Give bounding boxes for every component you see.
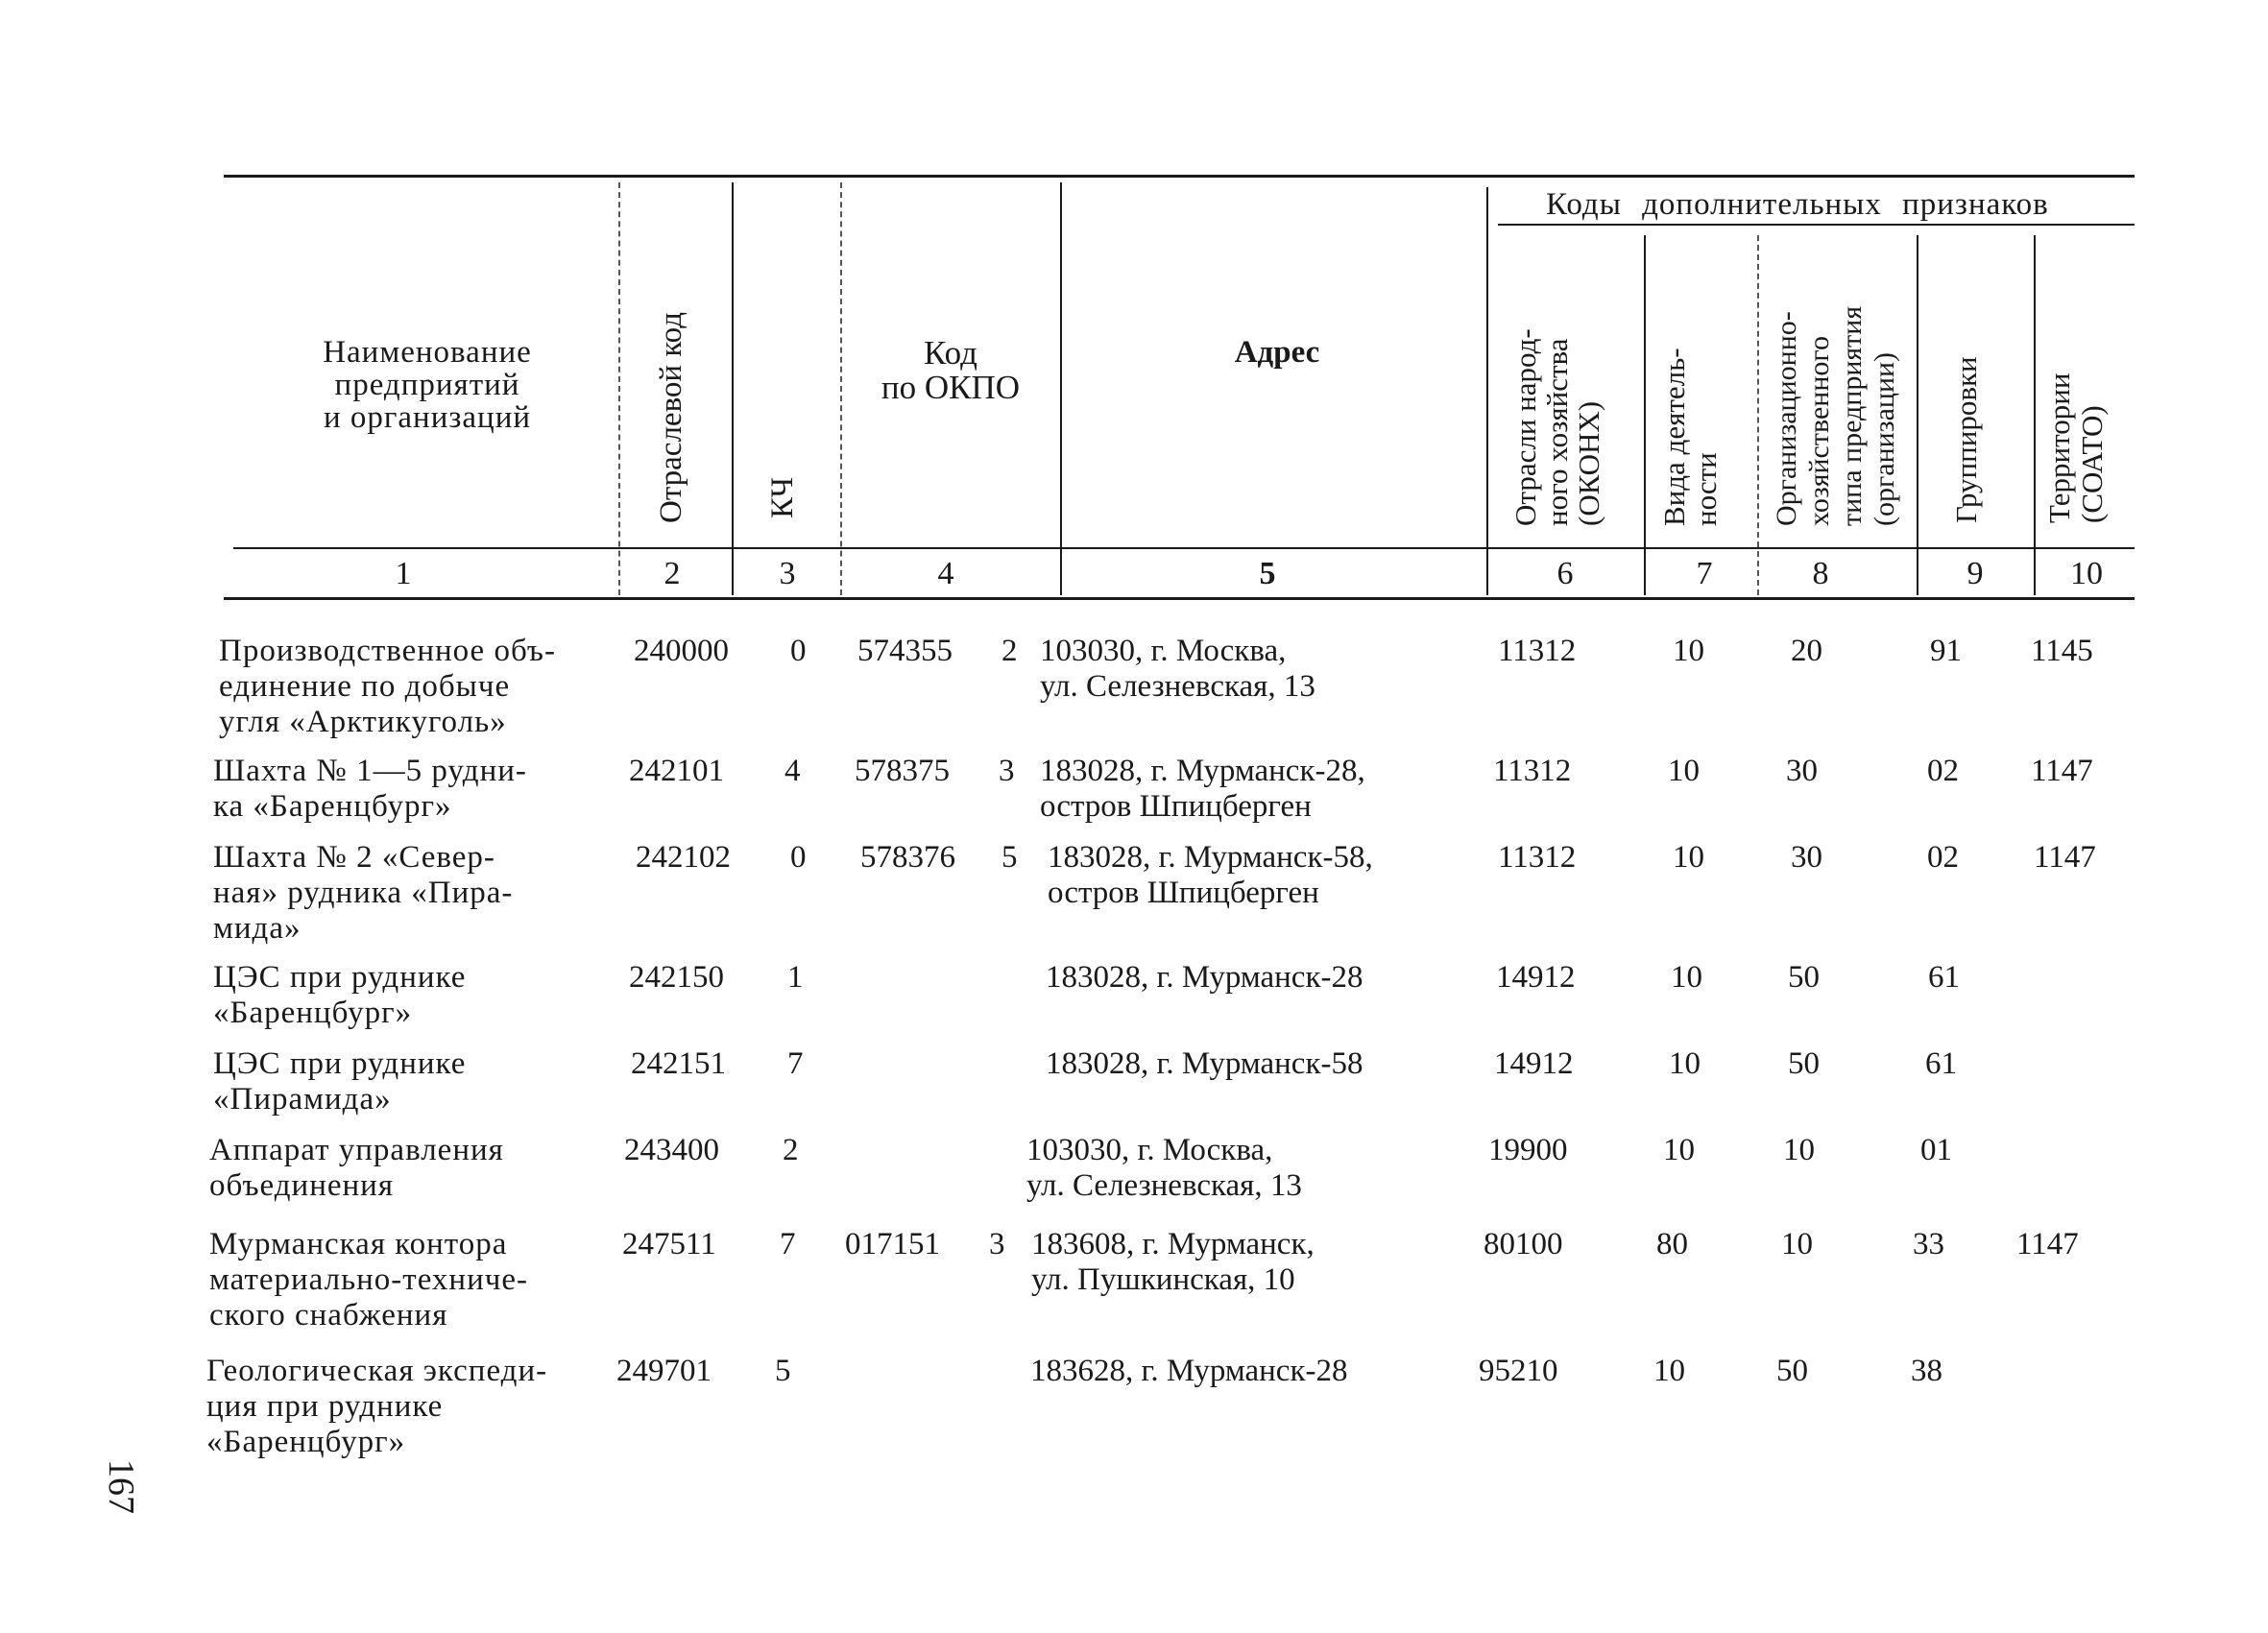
row-code: 242101 <box>629 754 724 788</box>
row-activity: 80 <box>1656 1227 1688 1261</box>
row-address: 103030, г. Москва, ул. Селезневская, 13 <box>1026 1133 1302 1203</box>
row-group: 38 <box>1911 1354 1942 1388</box>
row-activity: 10 <box>1673 840 1704 875</box>
row-okpo: 578375 <box>855 754 950 788</box>
row-activity: 10 <box>1669 1046 1701 1081</box>
column-number: 8 <box>1812 556 1829 591</box>
row-address: 183028, г. Мурманск-58 <box>1046 1046 1363 1081</box>
row-code: 247511 <box>622 1227 716 1261</box>
row-code: 240000 <box>634 634 729 668</box>
column-number-rule <box>233 547 2135 549</box>
row-okonh: 11312 <box>1498 634 1577 668</box>
column-divider <box>1060 182 1062 595</box>
row-activity: 10 <box>1671 960 1702 995</box>
row-okpo-check: 2 <box>1001 634 1018 668</box>
row-org-type: 10 <box>1781 1227 1813 1261</box>
column-divider <box>840 182 842 595</box>
column-divider <box>732 182 734 595</box>
row-okpo-check: 3 <box>999 754 1015 788</box>
row-kch: 7 <box>780 1227 796 1261</box>
row-okonh: 11312 <box>1493 754 1572 788</box>
row-okonh: 11312 <box>1498 840 1577 875</box>
row-activity: 10 <box>1653 1354 1685 1388</box>
row-kch: 2 <box>783 1133 799 1167</box>
header-industry-code: Отраслевой код <box>654 311 688 523</box>
row-org-type: 30 <box>1791 840 1822 875</box>
row-address: 183608, г. Мурманск, ул. Пушкинская, 10 <box>1031 1227 1315 1297</box>
row-territory: 1147 <box>2031 754 2093 788</box>
row-group: 61 <box>1925 1046 1957 1081</box>
row-name: ЦЭС при руднике «Баренцбург» <box>213 960 467 1030</box>
row-kch: 1 <box>787 960 804 995</box>
row-address: 183028, г. Мурманск-28, остров Шпицберген <box>1040 754 1365 824</box>
row-group: 61 <box>1928 960 1960 995</box>
extra-codes-rule <box>1498 224 2135 226</box>
row-territory: 1145 <box>2031 634 2093 668</box>
row-territory: 1147 <box>2034 840 2096 875</box>
row-code: 242102 <box>636 840 731 875</box>
row-org-type: 50 <box>1788 1046 1820 1081</box>
page-number: 167 <box>101 1459 141 1514</box>
header-org-type: Организационно- хозяйственного типа предприятия (организации) <box>1771 305 1900 526</box>
header-groupings: Группировки <box>1949 356 1983 523</box>
row-code: 242150 <box>629 960 724 995</box>
header-kch: КЧ <box>765 476 800 518</box>
row-kch: 0 <box>790 634 807 668</box>
column-number: 2 <box>664 556 681 591</box>
row-kch: 0 <box>790 840 807 875</box>
row-okpo: 574355 <box>857 634 953 668</box>
row-address: 183628, г. Мурманск-28 <box>1030 1354 1348 1388</box>
column-number: 7 <box>1696 556 1713 591</box>
row-group: 02 <box>1927 754 1959 788</box>
row-okpo-check: 3 <box>989 1227 1005 1261</box>
header-okonh: Отрасли народ- ного хозяйства (ОКОНХ) <box>1508 328 1605 526</box>
row-kch: 7 <box>787 1046 804 1081</box>
row-code: 249701 <box>616 1354 712 1388</box>
row-address: 183028, г. Мурманск-58, остров Шпицберген <box>1048 840 1373 910</box>
row-okonh: 80100 <box>1484 1227 1563 1261</box>
row-name: ЦЭС при руднике «Пирамида» <box>213 1046 467 1117</box>
row-activity: 10 <box>1673 634 1704 668</box>
row-okpo-check: 5 <box>1001 840 1018 875</box>
header-extra-codes: Коды дополнительных признаков <box>1546 187 2049 222</box>
header-name: Наименование предприятий и организаций <box>323 335 532 435</box>
row-name: Шахта № 2 «Север- ная» рудника «Пира- мида» <box>213 840 514 946</box>
header-territory: Территории (СОАТО) <box>2042 372 2109 523</box>
row-group: 91 <box>1930 634 1962 668</box>
row-okonh: 95210 <box>1479 1354 1558 1388</box>
row-name: Производственное объ- единение по добыче угля «Арктикуголь» <box>219 634 556 739</box>
row-okpo: 017151 <box>845 1227 940 1261</box>
row-activity: 10 <box>1668 754 1700 788</box>
row-address: 103030, г. Москва, ул. Селезневская, 13 <box>1040 634 1315 704</box>
row-group: 33 <box>1913 1227 1944 1261</box>
header-address: Адрес <box>1234 335 1320 370</box>
header-activity: Вида деятель- ности <box>1657 348 1723 526</box>
row-group: 02 <box>1927 840 1959 875</box>
column-number: 10 <box>2070 556 2103 591</box>
row-group: 01 <box>1920 1133 1952 1167</box>
row-org-type: 10 <box>1783 1133 1815 1167</box>
row-code: 243400 <box>624 1133 719 1167</box>
row-kch: 4 <box>784 754 801 788</box>
header-okpo: Код по ОКПО <box>881 334 1021 406</box>
row-kch: 5 <box>775 1354 791 1388</box>
row-okonh: 19900 <box>1488 1133 1568 1167</box>
row-okpo: 578376 <box>860 840 955 875</box>
row-name: Мурманская контора материально-техниче- ского снабжения <box>209 1227 528 1333</box>
row-name: Аппарат управления объединения <box>209 1133 504 1203</box>
row-org-type: 30 <box>1786 754 1818 788</box>
column-number: 6 <box>1556 556 1574 591</box>
row-org-type: 50 <box>1776 1354 1808 1388</box>
column-divider <box>618 182 620 595</box>
row-org-type: 20 <box>1791 634 1822 668</box>
column-number: 3 <box>779 556 796 591</box>
table-top-rule <box>224 175 2135 178</box>
row-territory: 1147 <box>2016 1227 2079 1261</box>
row-org-type: 50 <box>1788 960 1820 995</box>
row-name: Шахта № 1—5 рудни- ка «Баренцбург» <box>213 754 527 824</box>
row-okonh: 14912 <box>1496 960 1576 995</box>
column-divider <box>1486 187 1488 595</box>
row-activity: 10 <box>1663 1133 1695 1167</box>
column-divider <box>1757 235 1759 595</box>
column-divider <box>1644 235 1646 595</box>
row-code: 242151 <box>631 1046 726 1081</box>
column-number: 5 <box>1259 556 1276 591</box>
header-bottom-rule <box>224 597 2135 600</box>
column-divider <box>1917 235 1918 595</box>
column-number: 9 <box>1966 556 1984 591</box>
column-number: 4 <box>937 556 954 591</box>
column-divider <box>2034 235 2036 595</box>
row-name: Геологическая экспеди- ция при руднике «Баренцбург» <box>206 1354 548 1459</box>
row-okonh: 14912 <box>1494 1046 1574 1081</box>
column-number: 1 <box>395 556 412 591</box>
row-address: 183028, г. Мурманск-28 <box>1046 960 1363 995</box>
